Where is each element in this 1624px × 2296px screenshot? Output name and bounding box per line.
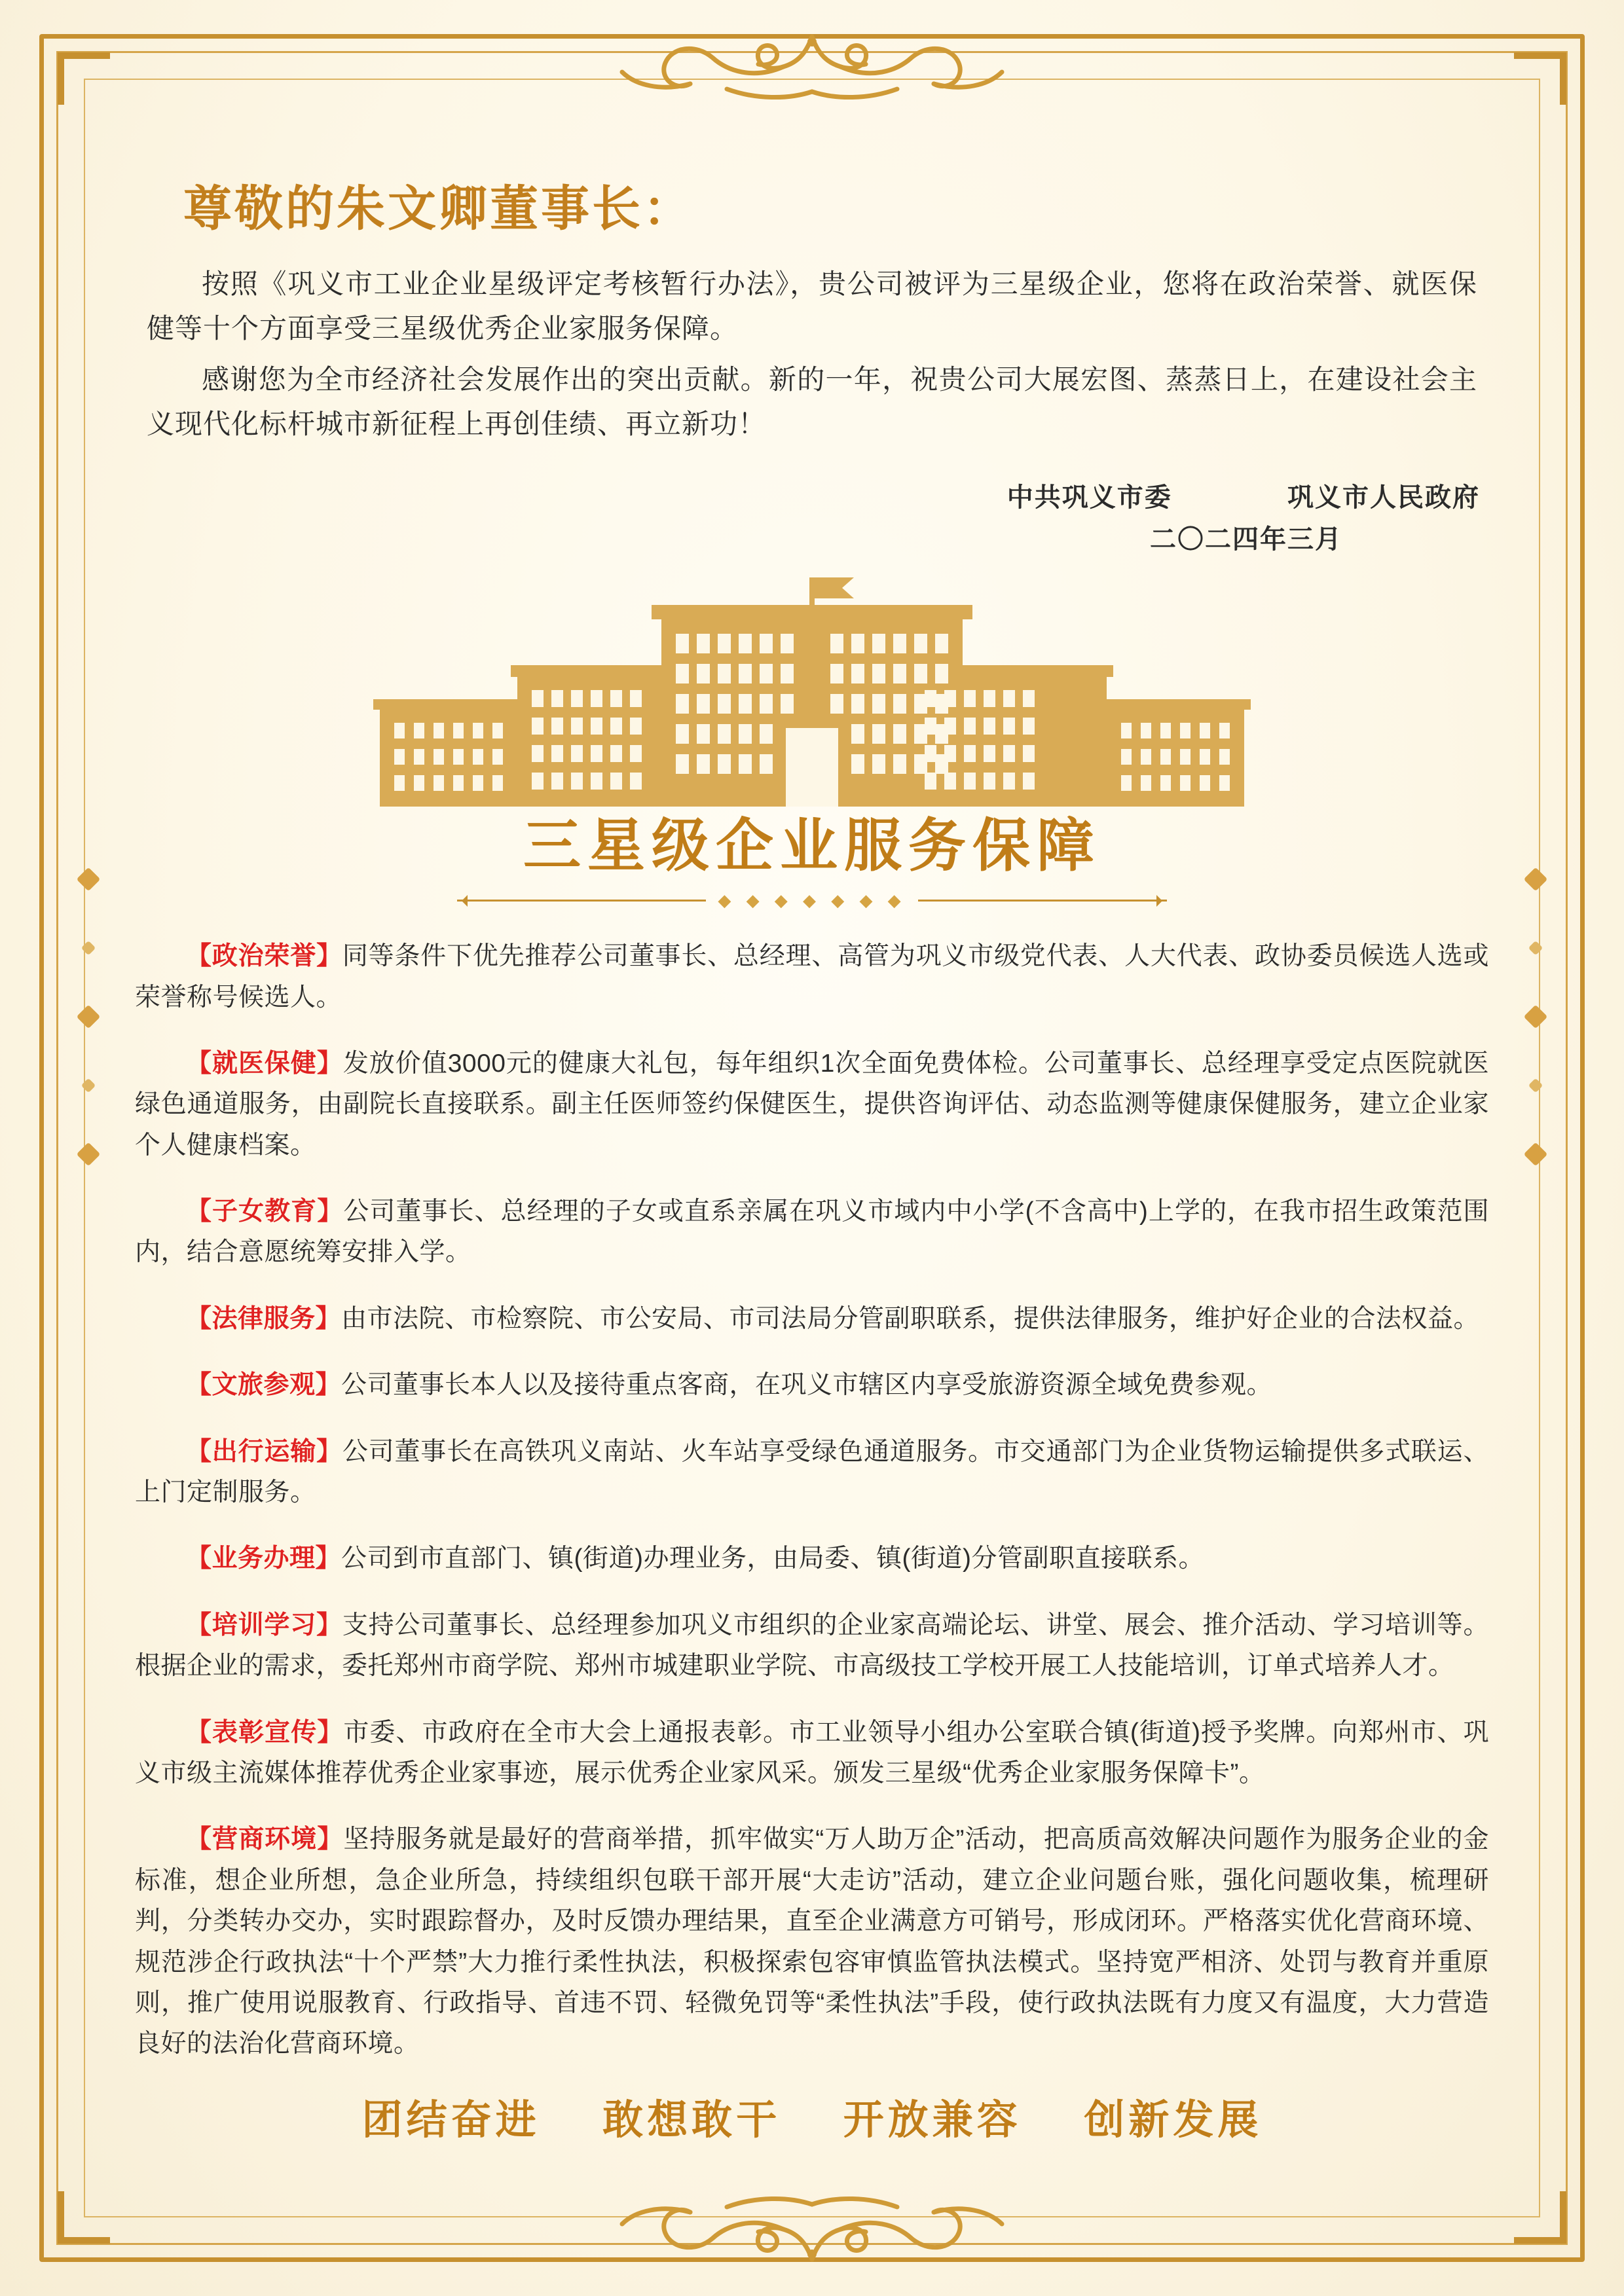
motto-4: 创新发展 [1084, 2095, 1263, 2143]
corner-ornament-top-left [58, 52, 110, 105]
list-item [135, 1713, 1489, 1795]
salutation: 尊敬的朱文卿董事长： [183, 181, 694, 237]
list-item [135, 1365, 1489, 1406]
item-tag: 【培训学习】 [186, 1611, 342, 1639]
item-text: 公司到市直部门、镇(街道)办理业务，由局委、镇(街道)分管副职直接联系。 [341, 1544, 1204, 1573]
item-text: 公司董事长、总经理的子女或直系亲属在巩义市域内中小学(不含高中)上学的，在我市招生政策范围内，结合意愿统筹安排入学。 [135, 1197, 1489, 1267]
item-tag: 【表彰宣传】 [186, 1718, 344, 1747]
item-tag: 【法律服务】 [186, 1304, 342, 1333]
section-title: 三星级企业服务保障 [523, 811, 1101, 880]
list-item [135, 936, 1489, 1018]
corner-ornament-bottom-right [1514, 2191, 1566, 2244]
item-text: 坚持服务就是最好的营商举措，抓牢做实“万人助万企”活动，把高质高效解决问题作为服务企业的金标准，想企业所想，急企业所急，持续组织包联干部开展“大走访”活动，建立企业问题台账，强化问题收集，梳理研判，分类转办交办，实时跟踪督办，及时反馈办理结果，直至企业满意方可销号，形成闭环。严格落实优化营商环境、规范涉企行政执法“十个严禁”大力推行柔性执法，积极探索包容审慎监管执法模式。坚持宽严相济、处罚与教育并重原则，推广使用说服教育、行政指导、首违不罚、轻微免罚等“柔性执法”手段，使行政执法既有力度又有温度，大力营造良好的法治化营商环境。 [135, 1825, 1489, 2058]
item-text: 发放价值3000元的健康大礼包，每年组织1次全面免费体检。公司董事长、总经理享受定点医院就医绿色通道服务，由副院长直接联系。副主任医师签约保健医生，提供咨询评估、动态监测等健康保健服务，建立企业家个人健康档案。 [135, 1049, 1489, 1159]
list-item [135, 1539, 1489, 1579]
item-tag: 【子女教育】 [186, 1197, 344, 1226]
item-text: 同等条件下优先推荐公司董事长、总经理、高管为巩义市级党代表、人大代表、政协委员候选人选或荣誉称号候选人。 [135, 942, 1489, 1011]
motto-1: 团结奋进 [361, 2095, 540, 2143]
divider-left-arrow [457, 900, 706, 902]
item-text: 由市法院、市检察院、市公安局、市司法局分管副职联系，提供法律服务，维护好企业的合法权益。 [341, 1304, 1480, 1333]
signature-org-left: 中共巩义市委 [1006, 483, 1172, 513]
item-tag: 【出行运输】 [186, 1437, 342, 1466]
motto-row [124, 2087, 1500, 2145]
item-tag: 【业务办理】 [186, 1544, 342, 1573]
item-tag: 【就医保健】 [186, 1049, 343, 1078]
divider-dots: ◆ ◆ ◆ ◆ ◆ ◆ ◆ [718, 890, 906, 911]
corner-ornament-top-right [1514, 52, 1566, 105]
divider-right-arrow [918, 900, 1167, 902]
signature-date: 二〇二四年三月 [1150, 525, 1342, 555]
item-tag: 【文旅参观】 [186, 1371, 342, 1400]
corner-ornament-bottom-left [58, 2191, 110, 2244]
list-item [135, 1299, 1489, 1339]
motto-2: 敢想敢干 [602, 2095, 781, 2143]
paragraph-1: 按照《巩义市工业企业星级评定考核暂行办法》，贵公司被评为三星级企业，您将在政治荣誉、就医保健等十个方面享受三星级优秀企业家服务保障。 [147, 268, 1477, 344]
item-text: 市委、市政府在全市大会上通报表彰。市工业领导小组办公室联合镇(街道)授予奖牌。向郑州市、巩义市级主流媒体推荐优秀企业家事迹，展示优秀企业家风采。颁发三星级“优秀企业家服务保障卡”。 [135, 1718, 1489, 1787]
signature-block [124, 477, 1500, 560]
list-item [135, 1819, 1489, 2064]
list-item [135, 1192, 1489, 1273]
item-tag: 【营商环境】 [186, 1825, 344, 1854]
letter-body [124, 131, 1500, 2178]
paragraph-2: 感谢您为全市经济社会发展作出的突出贡献。新的一年，祝贵公司大展宏图、蒸蒸日上，在建设社会主义现代化标杆城市新征程上再创佳绩、再立新功！ [147, 364, 1477, 440]
item-text: 支持公司董事长、总经理参加巩义市组织的企业家高端论坛、讲堂、展会、推介活动、学习培训等。根据企业的需求，委托郑州市商学院、郑州市城建职业学院、市高级技工学校开展工人技能培训，订单式培养人才。 [135, 1611, 1489, 1681]
list-item [135, 1044, 1489, 1166]
title-divider [124, 890, 1500, 911]
list-item [135, 1432, 1489, 1514]
item-text: 公司董事长本人以及接待重点客商，在巩义市辖区内享受旅游资源全域免费参观。 [341, 1371, 1273, 1400]
service-items-list [135, 936, 1489, 2065]
motto-3: 开放兼容 [843, 2095, 1022, 2143]
item-tag: 【政治荣誉】 [186, 942, 342, 971]
government-building-illustration [124, 577, 1500, 813]
list-item [135, 1605, 1489, 1687]
signature-org-right: 巩义市人民政府 [1287, 483, 1480, 513]
item-text: 公司董事长在高铁巩义南站、火车站享受绿色通道服务。市交通部门为企业货物运输提供多式联运、上门定制服务。 [135, 1437, 1489, 1507]
